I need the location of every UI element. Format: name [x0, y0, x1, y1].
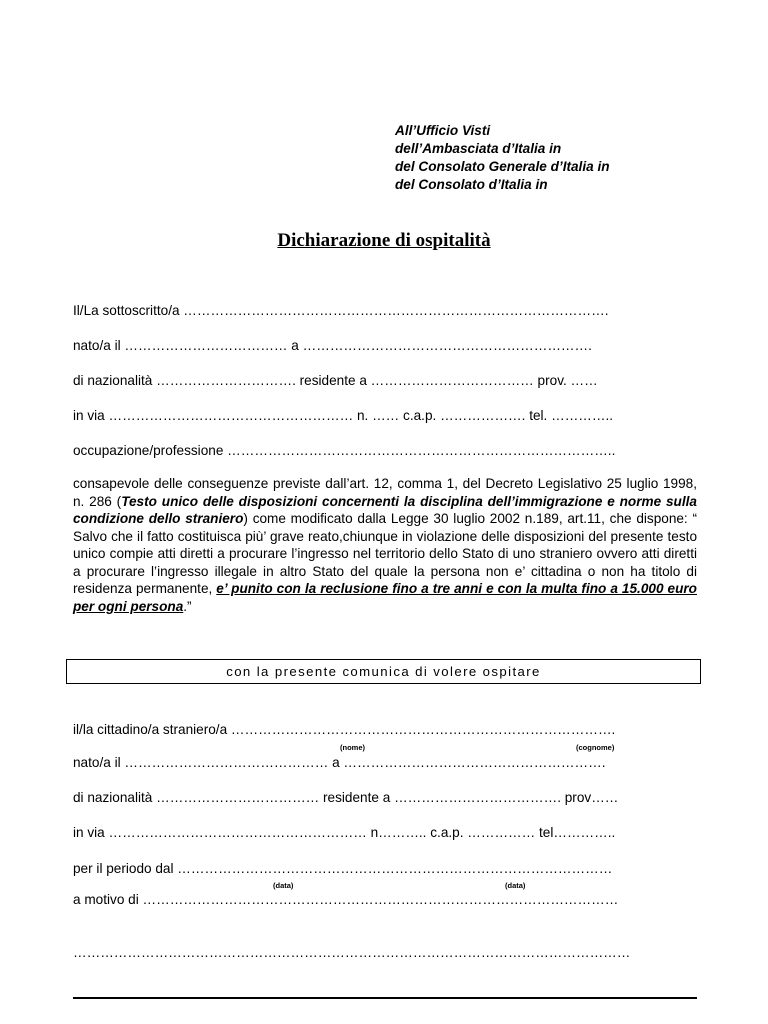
recipient-line-3: del Consolato Generale d’Italia in: [395, 159, 610, 174]
declaration-text-5: .”: [183, 598, 192, 614]
label-cognome: (cognome): [576, 743, 615, 752]
recipient-line-2: dell’Ambasciata d’Italia in: [395, 141, 562, 156]
guest-reason-field[interactable]: a motivo di ……………………………………………………………………………………………: [73, 892, 619, 907]
recipient-line-4: del Consolato d’Italia in: [395, 177, 548, 192]
declaration-penalty: e’ punito con la reclusione fino a tre anni e con la multa fino a 15.000 euro per ogni persona: [73, 581, 697, 614]
host-nationality-field[interactable]: di nazionalità …………………………. residente a ……………………………… prov. ……: [73, 373, 598, 388]
legal-declaration: [73, 475, 697, 615]
box-heading: con la presente comunica di volere ospitare: [66, 659, 701, 684]
declaration-text-1: consapevole delle conseguenze previste dall’art. 12, comma 1, del Decreto Legislativo 25 luglio 1998, n. 286 (: [73, 476, 697, 509]
page-title: Dichiarazione di ospitalità: [277, 230, 491, 251]
guest-period-field[interactable]: per il periodo dal ……………………………………………………………………………………: [73, 861, 613, 876]
recipient-address: [395, 122, 610, 194]
guest-birth-field[interactable]: nato/a il ……………………………………… a ………………………………………………….: [73, 755, 606, 770]
bottom-rule: [73, 997, 697, 999]
host-occupation-field[interactable]: occupazione/professione …………………………………………………………………………..: [73, 443, 616, 458]
guest-name-field[interactable]: il/la cittadino/a straniero/a ………………………………………………………………………….: [73, 722, 616, 737]
label-data-to: (data): [505, 881, 526, 890]
guest-extra-field[interactable]: ……………………………………………………………………………………………………………: [73, 945, 631, 960]
recipient-line-1: All’Ufficio Visti: [395, 123, 491, 138]
guest-address-field[interactable]: in via ………………………………………………… n……….. c.a.p. …………… tel…………..: [73, 825, 616, 840]
host-address-field[interactable]: in via ……………………………………………… n. …… c.a.p. ………………. tel. …………..: [73, 408, 614, 423]
declaration-law-title: Testo unico delle disposizioni concernenti la disciplina dell’immigrazione e norme sulla condizione dello straniero: [73, 493, 697, 526]
label-nome: (nome): [340, 743, 365, 752]
declaration-text-3: ) come modificato dalla Legge 30 luglio 2002 n.189, art.11, che dispone: “ Salvo che il fatto costituisca più’ grave reato,chiunque in violazione delle disposizioni del presente testo unico compie atti diretti a procurare l’ingresso nel territorio dello Stato di uno straniero ovvero atti diretti a procurare l’ingresso illegale in altro Stato del quale la persona non e’ cittadina o non ha titolo di residenza permanente,: [73, 511, 697, 596]
host-name-field[interactable]: Il/La sottoscritto/a ………………………………………………………………………………….: [73, 303, 609, 318]
guest-nationality-field[interactable]: di nazionalità ……………………………… residente a ………………………………. prov……: [73, 790, 619, 805]
label-data-from: (data): [273, 881, 294, 890]
host-birth-field[interactable]: nato/a il ……………………………… a ……………………………………………………….: [73, 338, 592, 353]
